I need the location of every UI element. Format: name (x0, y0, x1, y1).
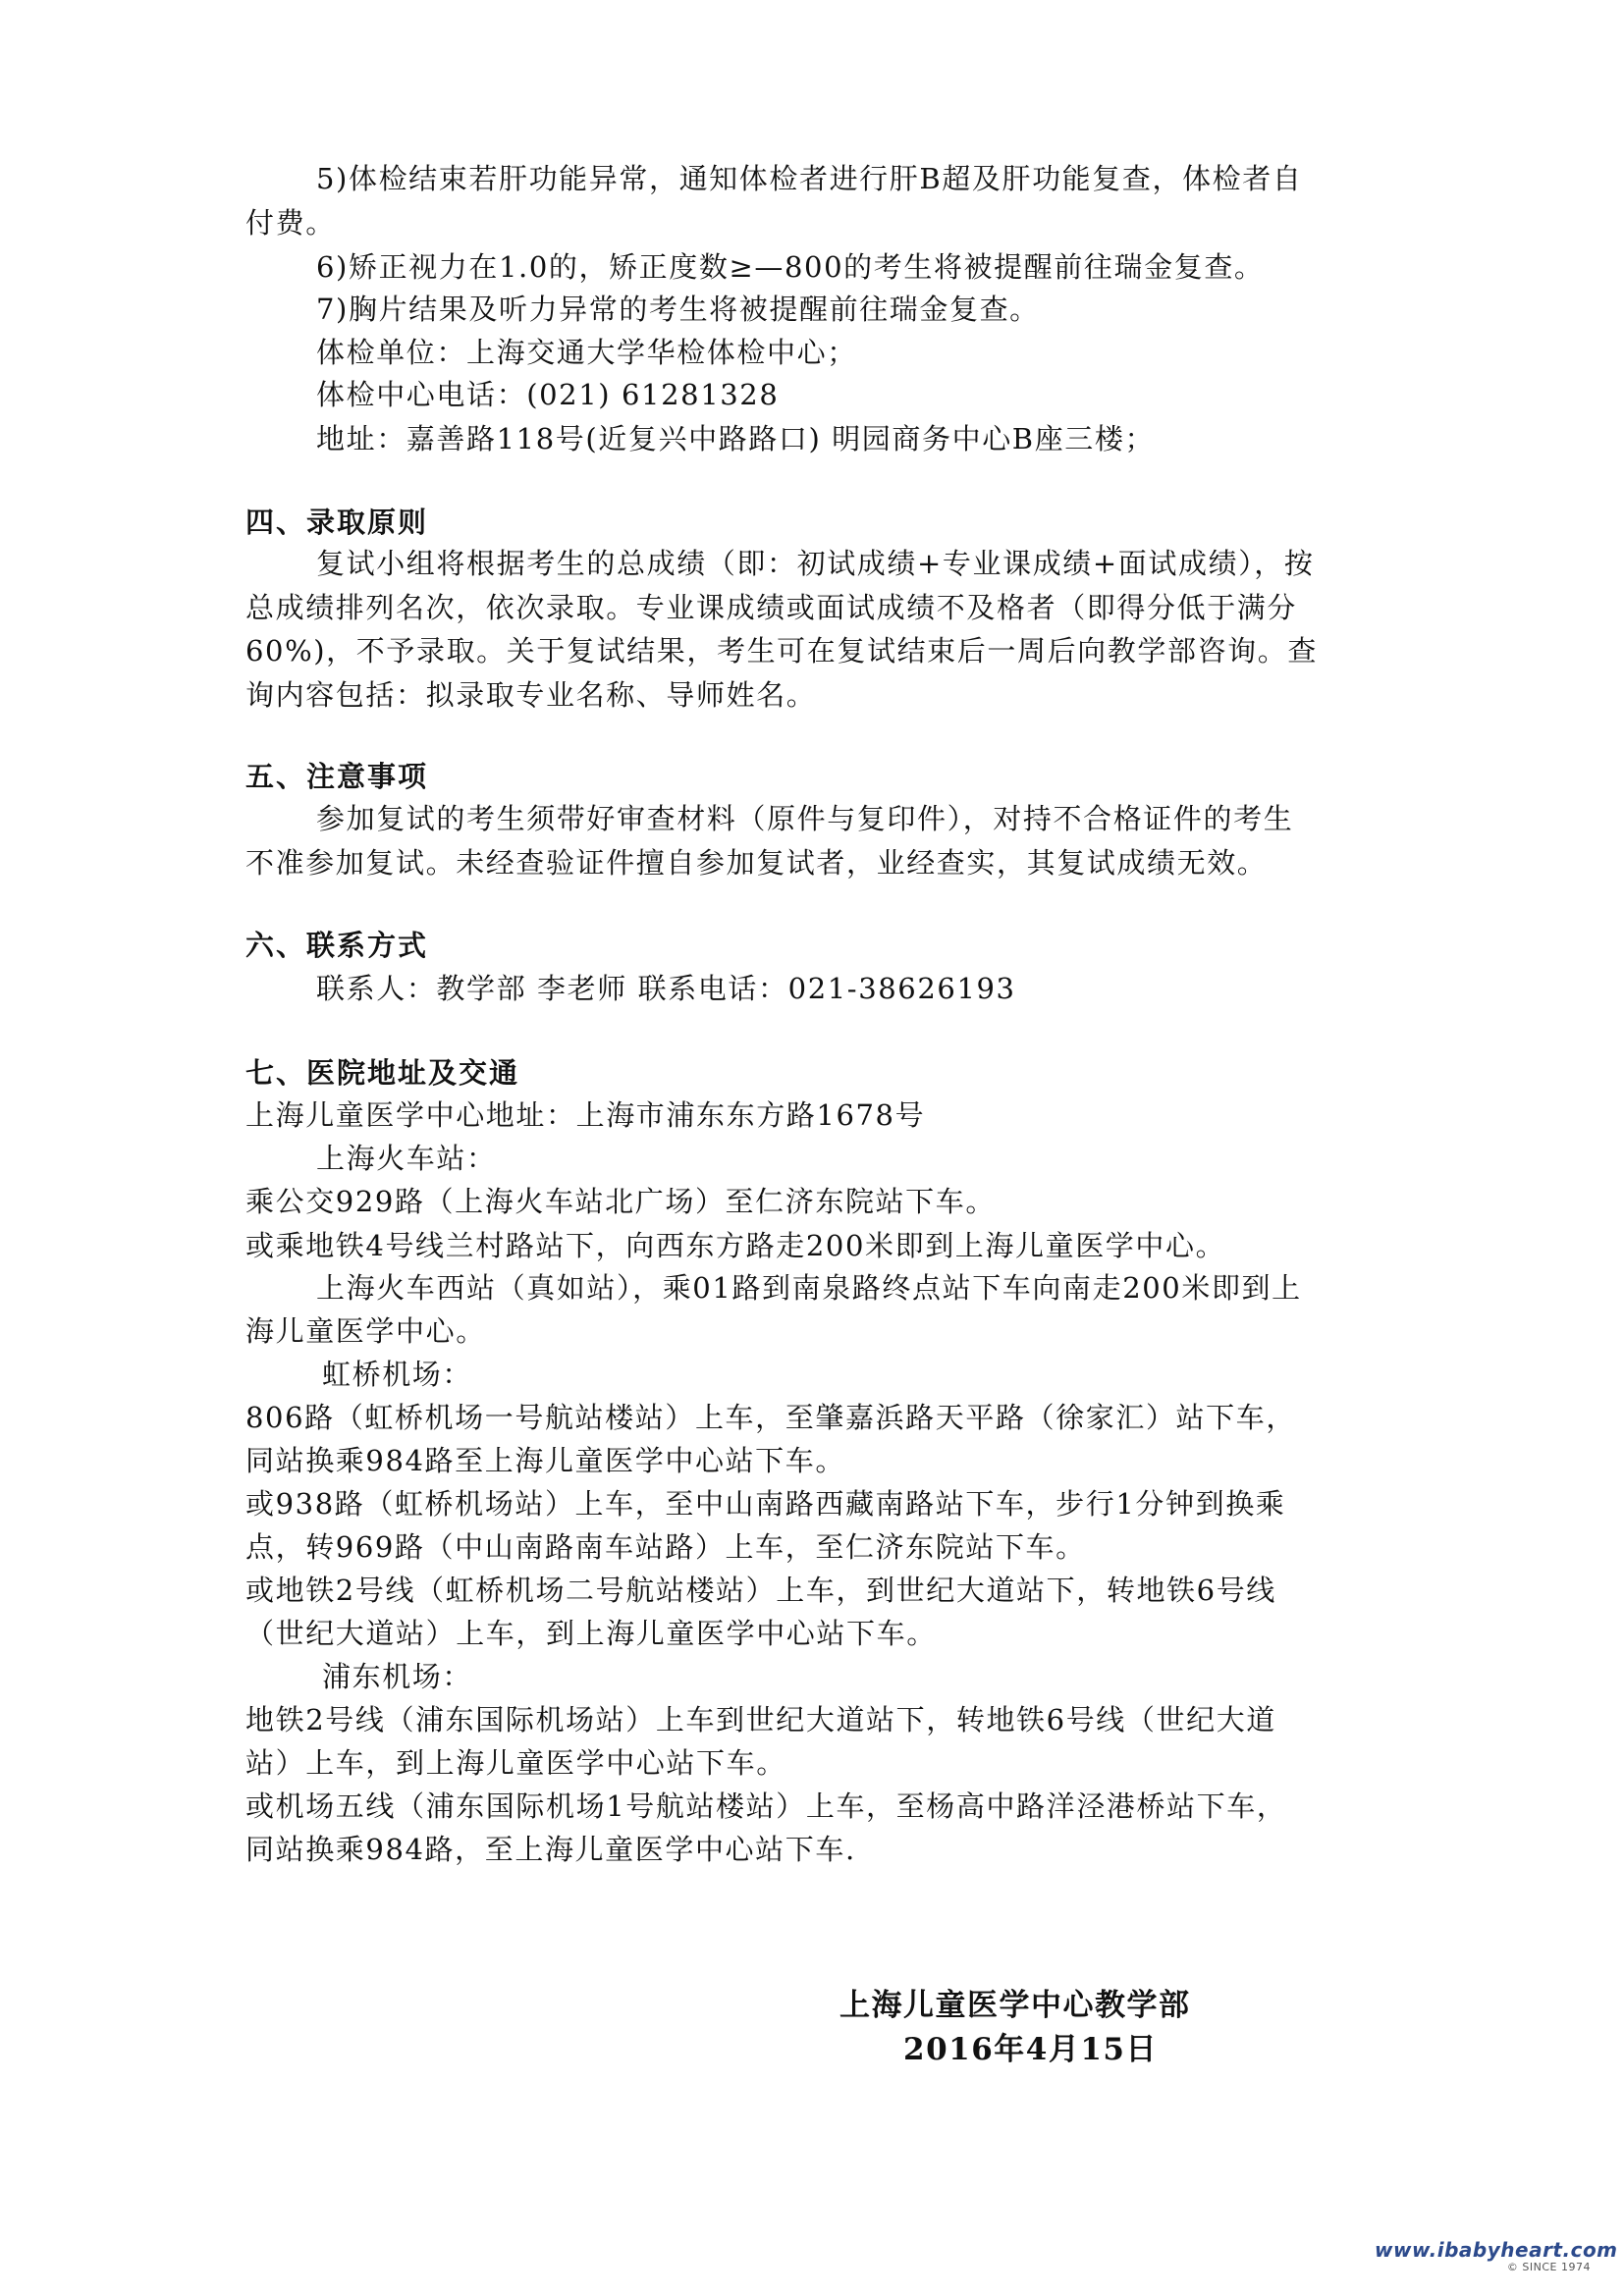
paragraph-line: （世纪大道站）上车，到上海儿童医学中心站下车。 (245, 1617, 937, 1650)
watermark (1375, 2238, 1618, 2274)
paragraph-line: 站）上车，到上海儿童医学中心站下车。 (245, 1746, 786, 1780)
signature-org: 上海儿童医学中心教学部 (839, 1988, 1191, 2023)
section-heading: 六、联系方式 (245, 929, 429, 962)
watermark-since: © SINCE 1974 (1506, 2261, 1591, 2273)
paragraph-line: 付费。 (245, 206, 336, 240)
paragraph-line: 6)矫正视力在1.0的，矫正度数≥—800的考生将被提醒前往瑞金复查。 (316, 250, 1265, 284)
paragraph-line: 复试小组将根据考生的总成绩（即：初试成绩+专业课成绩+面试成绩），按 (316, 547, 1315, 580)
paragraph-line: 总成绩排列名次，依次录取。专业课成绩或面试成绩不及格者（即得分低于满分 (245, 591, 1298, 624)
subheading-line: 浦东机场： (322, 1660, 473, 1693)
paragraph-line: 体检单位：上海交通大学华检体检中心； (316, 336, 857, 369)
address-line: 上海儿童医学中心地址：上海市浦东东方路1678号 (245, 1098, 926, 1132)
paragraph-line: 上海火车西站（真如站），乘01路到南泉路终点站下车向南走200米即到上 (316, 1271, 1302, 1305)
paragraph-line: 参加复试的考生须带好审查材料（原件与复印件），对持不合格证件的考生 (316, 802, 1294, 835)
paragraph-line: 同站换乘984路，至上海儿童医学中心站下车. (245, 1833, 856, 1866)
paragraph-line: 地址：嘉善路118号(近复兴中路路口) 明园商务中心B座三楼； (316, 422, 1156, 455)
paragraph-line: 不准参加复试。未经查验证件擅自参加复试者，业经查实，其复试成绩无效。 (245, 846, 1268, 880)
paragraph-line: 或机场五线（浦东国际机场1号航站楼站）上车，至杨高中路洋泾港桥站下车， (245, 1789, 1287, 1823)
subheading-line: 上海火车站： (316, 1142, 497, 1175)
section-heading: 五、注意事项 (245, 760, 429, 793)
paragraph-line: 或938路（虹桥机场站）上车，至中山南路西藏南路站下车，步行1分钟到换乘 (245, 1487, 1286, 1521)
paragraph-line: 5)体检结束若肝功能异常，通知体检者进行肝B超及肝功能复查，体检者自 (316, 162, 1303, 195)
paragraph-line: 7)胸片结果及听力异常的考生将被提醒前往瑞金复查。 (316, 293, 1040, 326)
contact-line: 联系人：教学部 李老师 联系电话：021-38626193 (316, 972, 1016, 1005)
paragraph-line: 60%)，不予录取。关于复试结果，考生可在复试结束后一周后向教学部咨询。查 (245, 634, 1318, 667)
paragraph-line: 或乘地铁4号线兰村路站下，向西东方路走200米即到上海儿童医学中心。 (245, 1229, 1226, 1262)
paragraph-line: 同站换乘984路至上海儿童医学中心站下车。 (245, 1444, 845, 1477)
subheading-line: 虹桥机场： (322, 1358, 473, 1391)
watermark-url: www.ibabyheart.com (1375, 2238, 1618, 2262)
paragraph-line: 点，转969路（中山南路南车站路）上车，至仁济东院站下车。 (245, 1530, 1086, 1564)
paragraph-line: 海儿童医学中心。 (245, 1314, 486, 1348)
signature-date: 2016年4月15日 (903, 2032, 1158, 2067)
section-heading: 七、医院地址及交通 (245, 1056, 520, 1090)
paragraph-line: 体检中心电话：(021) 61281328 (316, 378, 780, 411)
paragraph-line: 或地铁2号线（虹桥机场二号航站楼站）上车，到世纪大道站下，转地铁6号线 (245, 1574, 1276, 1607)
section-heading: 四、录取原则 (245, 506, 429, 539)
paragraph-line: 806路（虹桥机场一号航站楼站）上车，至肇嘉浜路天平路（徐家汇）站下车， (245, 1401, 1296, 1434)
paragraph-line: 乘公交929路（上海火车站北广场）至仁济东院站下车。 (245, 1185, 996, 1218)
paragraph-line: 地铁2号线（浦东国际机场站）上车到世纪大道站下，转地铁6号线（世纪大道 (245, 1703, 1276, 1736)
paragraph-line: 询内容包括：拟录取专业名称、导师姓名。 (245, 678, 817, 712)
